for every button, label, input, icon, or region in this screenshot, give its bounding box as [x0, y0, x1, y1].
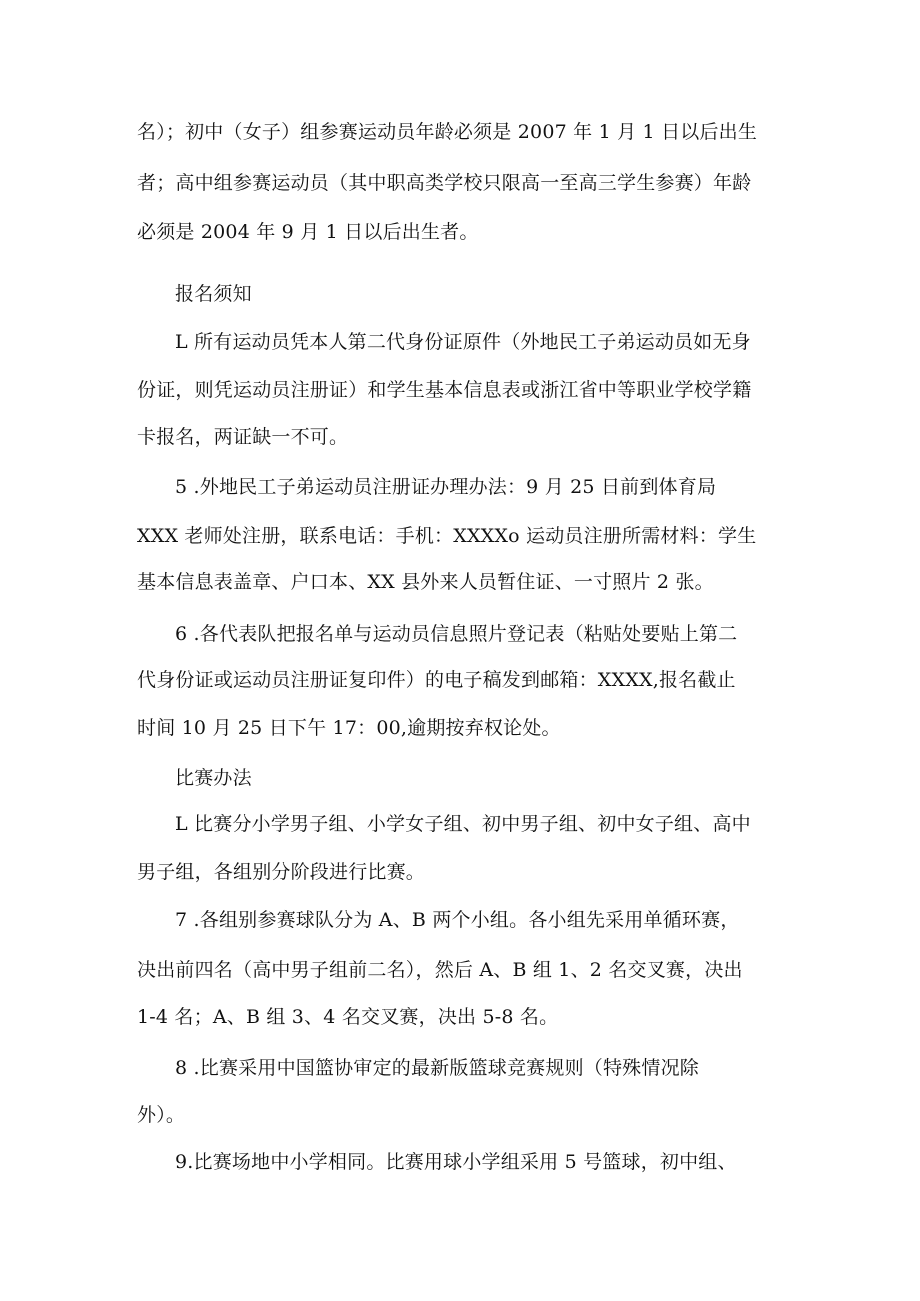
- text-line-19: 1-4 名；A、B 组 3、4 名交叉赛，决出 5-8 名。: [137, 1006, 559, 1028]
- text-line-01: 名）；初中（女子）组参赛运动员年龄必须是 2007 年 1 月 1 日以后出生: [137, 121, 758, 143]
- text-line-06: 份证，则凭运动员注册证）和学生基本信息表或浙江省中等职业学校学籍: [137, 379, 752, 401]
- text-line-03: 必须是 2004 年 9 月 1 日以后出生者。: [137, 221, 479, 243]
- section-heading-registration: 报名须知: [175, 283, 252, 305]
- text-line-07: 卡报名，两证缺一不可。: [137, 426, 349, 448]
- text-line-02: 者；高中组参赛运动员（其中职高类学校只限高一至高三学生参赛）年龄: [137, 172, 752, 194]
- text-line-22: 9.比赛场地中小学相同。比赛用球小学组采用 5 号篮球，初中组、: [175, 1151, 737, 1173]
- text-line-17: 7 .各组别参赛球队分为 A、B 两个小组。各小组先采用单循环赛，: [175, 909, 740, 931]
- text-line-18: 决出前四名（高中男子组前二名），然后 A、B 组 1、2 名交叉赛，决出: [137, 959, 743, 981]
- text-line-09: XXX 老师处注册，联系电话：手机：XXXXo 运动员注册所需材料：学生: [137, 525, 757, 547]
- text-line-11: 6 .各代表队把报名单与运动员信息照片登记表（粘贴处要贴上第二: [175, 623, 738, 645]
- text-line-21: 外）。: [137, 1104, 186, 1126]
- text-line-05: L 所有运动员凭本人第二代身份证原件（外地民工子弟运动员如无身: [175, 331, 751, 353]
- text-line-08: 5 .外地民工子弟运动员注册证办理办法：9 月 25 日前到体育局: [175, 476, 717, 498]
- text-line-10: 基本信息表盖章、户口本、XX 县外来人员暂住证、一寸照片 2 张。: [137, 571, 714, 593]
- section-heading-competition: 比赛办法: [175, 767, 252, 789]
- text-line-15: L 比赛分小学男子组、小学女子组、初中男子组、初中女子组、高中: [175, 813, 751, 835]
- text-line-13: 时间 10 月 25 日下午 17：00,逾期按弃权论处。: [137, 717, 561, 739]
- text-line-20: 8 .比赛采用中国篮协审定的最新版篮球竞赛规则（特殊情况除: [175, 1057, 699, 1079]
- text-line-12: 代身份证或运动员注册证复印件）的电子稿发到邮箱：XXXX,报名截止: [137, 669, 736, 691]
- text-line-16: 男子组，各组别分阶段进行比赛。: [137, 861, 426, 883]
